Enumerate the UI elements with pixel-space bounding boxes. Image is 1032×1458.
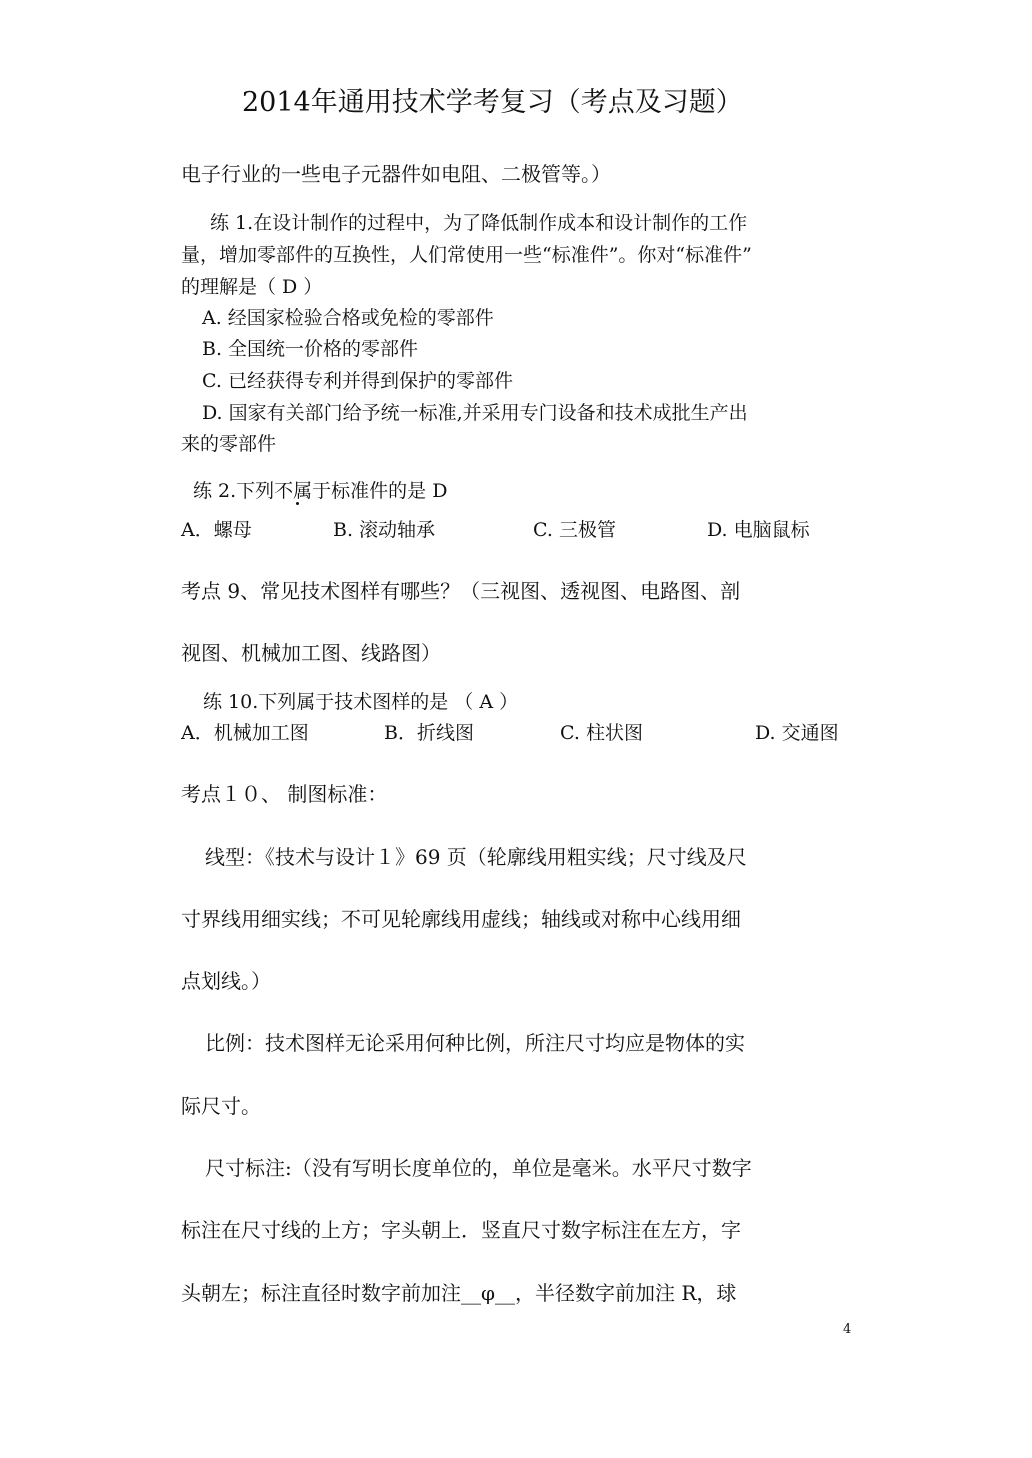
line-type-text-1: 线型：《技术与设计１》69 页（轮廓线用粗实线；尺寸线及尺 [205, 845, 747, 869]
q1-option-d-line1: D. 国家有关部门给予统一标准,并采用专门设备和技术成批生产出 [202, 402, 748, 424]
q10-option-b: B．折线图 [384, 722, 474, 744]
dimension-text-1: 尺寸标注:（没有写明长度单位的，单位是毫米。水平尺寸数字 [205, 1156, 752, 1180]
q10-option-a: A．机械加工图 [181, 722, 309, 744]
continuation-text: 电子行业的一些电子元器件如电阻、二极管等。） [181, 162, 611, 186]
kaodian10-heading: 考点１０、 制图标准： [181, 782, 388, 806]
line-type-text-3: 点划线。） [181, 969, 271, 993]
q10-stem: 练 10.下列属于技术图样的是 （ A ） [203, 691, 519, 713]
q1-option-d-line2: 来的零部件 [181, 433, 277, 455]
q1-option-c: C. 已经获得专利并得到保护的零部件 [202, 370, 513, 392]
kaodian9-line1: 考点 9、常见技术图样有哪些？（三视图、透视图、电路图、剖 [181, 579, 741, 603]
line-type-text-2: 寸界线用细实线；不可见轮廓线用虚线；轴线或对称中心线用细 [181, 907, 741, 931]
q1-stem-line3: 的理解是（ D ） [181, 276, 323, 298]
page-number: 4 [843, 1322, 852, 1337]
q1-stem-line2: 量，增加零部件的互换性，人们常使用一些“标准件”。你对“标准件” [181, 244, 752, 266]
q10-option-c: C. 柱状图 [560, 722, 643, 744]
dimension-text-3: 头朝左；标注直径时数字前加注__φ__，半径数字前加注 R，球 [181, 1281, 737, 1305]
q2-option-a: A．螺母 [181, 519, 252, 541]
document-title: 2014年通用技术学考复习（考点及习题） [242, 87, 743, 118]
q1-option-a: A. 经国家检验合格或免检的零部件 [202, 307, 494, 329]
scale-text-2: 际尺寸。 [181, 1094, 261, 1118]
q2-stem: 练 2.下列不属于标准件的是 D [193, 480, 448, 502]
q1-stem-line1: 练 1.在设计制作的过程中，为了降低制作成本和设计制作的工作 [210, 212, 748, 234]
scale-text-1: 比例：技术图样无论采用何种比例，所注尺寸均应是物体的实 [205, 1031, 745, 1055]
q1-option-b: B. 全国统一价格的零部件 [202, 338, 419, 360]
emphasis-dot [296, 502, 299, 505]
dimension-text-2: 标注在尺寸线的上方；字头朝上．竖直尺寸数字标注在左方，字 [181, 1218, 741, 1242]
q2-option-b: B. 滚动轴承 [333, 519, 436, 541]
q2-option-c: C. 三极管 [533, 519, 616, 541]
q2-option-d: D. 电脑鼠标 [707, 519, 810, 541]
kaodian9-line2: 视图、机械加工图、线路图） [181, 641, 441, 665]
q10-option-d: D. 交通图 [755, 722, 839, 744]
